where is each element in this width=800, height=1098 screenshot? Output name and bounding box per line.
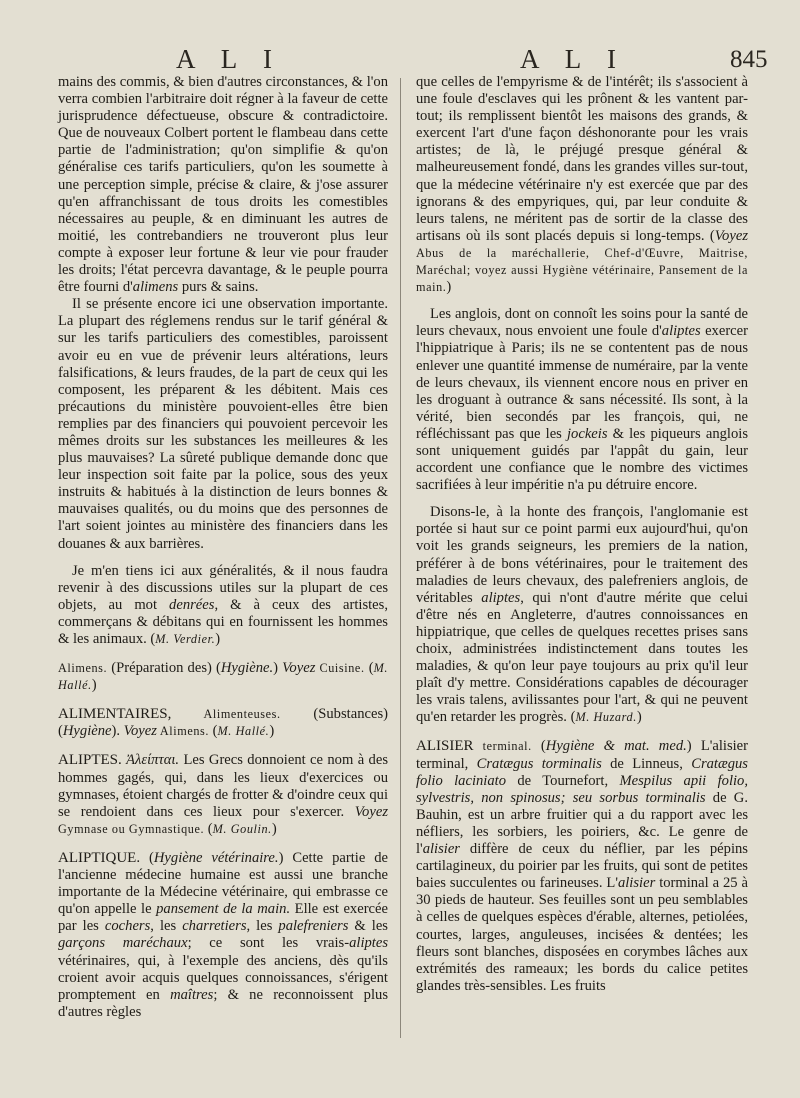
entry-headword: ALISIER — [416, 738, 474, 755]
entry-headword: ALIPTES. — [58, 752, 122, 769]
author-signature: M. Goulin. — [212, 821, 272, 836]
cross-reference: Gymnase ou Gymnastique. — [58, 821, 205, 836]
running-head-right: A L I — [520, 44, 626, 74]
cross-reference: Alimens. — [156, 724, 210, 739]
entry-headword: ALIMENTAIRES, — [58, 706, 172, 723]
left-column — [58, 74, 388, 1031]
entry-aliptique: ALIPTIQUE. (Hygiène vétérinaire.) Cette partie de l'ancienne médecine humaine est aussi une branche importante de la Médecine vétérinaire, qui embrasse ce qu'on appelle le pansement de la main. Elle est exercée par les cochers, les charretiers, les palefreniers & les garçons maréchaux; ce sont les vrais-aliptes vétérinaires, qui, à l'exemple des anciens, dès qu'ils croient avoir acquis quelques connoissances, s'érigent promptement en maîtres; & ne reconnoissent plus d'autres règles — [58, 849, 389, 1020]
author-signature: M. Verdier. — [155, 632, 216, 646]
paragraph-continuation: mains des commis, & bien d'autres circonstances, & l'on verra combien l'arbitraire doit régner à la faveur de cette jurisprudence défectueuse, obscure & contradictoire. Que de nouveaux Colbert portent le flambeau dans cette partie de l'administration; qu'on simplifie & qu'on généralise ces tarifs particuliers, qu'on les soumette à une perception simple, précise & claire, & j'ose assurer qu'en affranchissant de tous droits les comestibles nécessaires au peuple, & en diminuant les autres de moitié, les contrebandiers ne trouveront plus leur compte à exposer leur fortune & leur vie pour frauder les droits; l'état percevra davantage, & le peuple pourra être fourni d'alimens purs & sains. — [58, 74, 388, 296]
author-signature: M. Hallé. — [58, 661, 388, 693]
right-column — [416, 74, 748, 1005]
entry-alimentaires: ALIMENTAIRES, Alimenteuses. (Substances) (Hygiène). Voyez Alimens. (M. Hallé.) — [58, 706, 388, 740]
cross-reference: Cuisine. — [315, 661, 365, 676]
paragraph-generalites: Je m'en tiens ici aux généralités, & il nous faudra revenir à des discussions utiles sur la plupart de ces objets, au mot denrées, & à ceux des artistes, commerçans & débitans qui en fournissent les hommes & les animaux. (M. Verdier.) — [58, 562, 388, 647]
column-divider — [400, 78, 401, 1038]
paragraph-anglomanie: Disons-le, à la honte des françois, l'anglomanie est portée si haut sur ce point parmi eux aujourd'hui, qu'on voit les grands seigneurs, les premiers de la nation, préférer à de bons vétérinaires, pour le traitement des maladies de leurs chevaux, des palefreniers anglois, de véritables aliptes, qui n'ont d'autre mérite que celui d'être nés en Angleterre, d'autres connoissances en hippiatrique, que celles de quelques recettes prises sans choix, administrées indistinctement dans toutes les maladies, & qu'on leur paye toujours au prix qu'il leur plaît d'y mettre. Considérations capables de décourager les vrais talens, avilissantes pour l'art, & qui ne peuvent qu'en retarder les progrès. (M. Huzard.) — [416, 504, 748, 726]
entry-alisier: ALISIER terminal. (Hygiène & mat. med.) L'alisier terminal, Cratægus torminalis de Linneus, Cratægus folio laciniato de Tournefort, Mespilus apii folio, sylvestris, non spinosus; seu sorbus torminalis de G. Bauhin, est un arbre fruitier qui a du rapport avec les néfliers, les sorbiers, les poiriers, &c. Le genre de l'alisier diffère de ceux du néflier, par les pépins cartilagineux, du poirier par les fruits, qui sont de petites baies succulentes ou farineuses. L'alisier torminal a 25 à 30 pieds de hauteur. Ses feuilles sont un peu semblables à celles de quelques espèces d'érable, alternes, petiolées, courtes, larges, anguleuses, incisées & dentées; les fleurs sont blanches, disposées en corymbes lâches aux extrémités des rameaux; les bords du calice petites glandes très-sensibles. Les fruits — [416, 738, 749, 994]
paragraph-observation: Il se présente encore ici une observation importante. La plupart des réglemens rendus sur le tarif général & sur les tarifs particuliers des comestibles, paroissent avoir eu en vue de prévenir leurs altérations, leurs falsifications, & leurs fraudes, de la part de ceux qui les composent, les préparent & les débitent. Mais ces précautions du ministère pouvoient-elles être bien remplies par des financiers qui pouvoient percevoir les mêmes droits sur les substances les meilleures & les plus mauvaises? La sûreté publique demande donc que leur inspection soit faite par la police, sous des yeux instruits & habitués à la distinction de leurs bonnes & mauvaises qualités, ou du moins que des personnes de l'art soient jointes au ministère des financiers dans les douanes & aux barrières. — [58, 296, 388, 552]
page-number: 845 — [730, 46, 768, 73]
author-signature: M. Hallé. — [217, 724, 270, 739]
entry-aliptes: ALIPTES. Ἀλείπται. Les Grecs donnoient ce nom à des hommes gagés, qui, dans les lieux d'exercices ou gymnases, étoient chargés de frotter & d'oindre ceux qui se rendoient dans ces lieux pour s'exercer. Voyez Gymnase ou Gymnastique. (M. Goulin.) — [58, 752, 389, 837]
running-head-left: A L I — [176, 44, 282, 74]
paragraph-continuation: que celles de l'empyrisme & de l'intérêt; ils s'associent à une foule d'esclaves qui les prônent & les vantent par-tout; ils remplissent bientôt les maisons des grands, & exercent l'art d'une façon déshonorante pour les vrais artistes; de là, le préjugé presque général & malheureusement fondé, dans les grandes villes sur-tout, que la médecine vétérinaire n'y est exercée que par des ignorans & des empyriques, qui, par leur conduite & leurs talens, ne méritent pas de sortir de la classe des artisans où ils sont placés depuis si long-temps. (Voyez Abus de la maréchallerie, Chef-d'Œuvre, Maitrise, Maréchal; voyez aussi Hygiène vétérinaire, Pansement de la main.) — [416, 74, 748, 296]
entry-alimens: Alimens. (Préparation des) (Hygiène.) Voyez Cuisine. (M. Hallé.) — [58, 660, 388, 694]
entry-headword: Alimens. — [58, 661, 108, 676]
author-signature: M. Huzard. — [575, 710, 637, 725]
cross-reference: Abus de la maréchallerie, Chef-d'Œuvre, Maitrise, Maréchal; voyez aussi Hygiène vétérinaire, Pansement de la main. — [416, 245, 748, 295]
paragraph-anglois: Les anglois, dont on connoît les soins pour la santé de leurs chevaux, nous envoient une foule d'aliptes exercer l'hippiatrique à Paris; ils ne se contentent pas de nous enlever une quantité immense de numéraire, par la vente de leurs chevaux, ils viennent encore nous en priver en les droguant à outrance & sans nécessité. Ils sont, à la vérité, bien secondés par les françois, qui, ne réfléchissant pas que les jockeis & les piqueurs anglois sont uniquement guidés par l'appât du gain, leur accordent une confiance que le nombre des victimes sacrifiées à leur impéritie n'a pu détruire encore. — [416, 306, 748, 494]
entry-headword: ALIPTIQUE. — [58, 849, 141, 866]
